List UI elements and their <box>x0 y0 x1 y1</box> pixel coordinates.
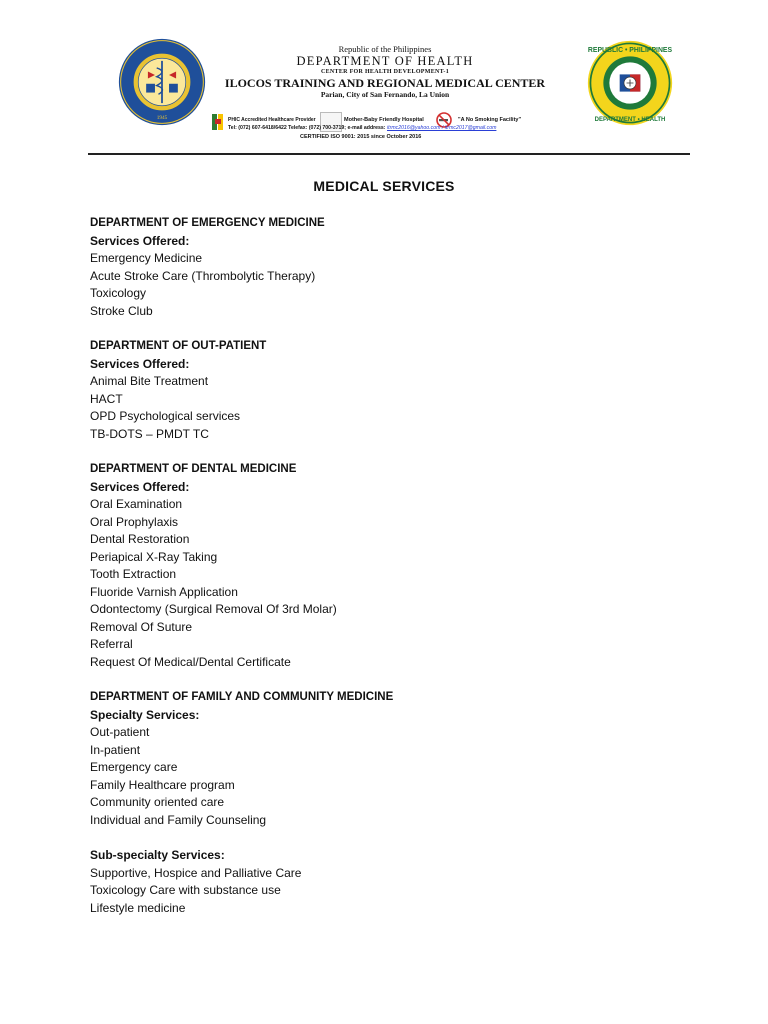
services-heading: Services Offered: <box>90 356 190 371</box>
certification-text: CERTIFIED ISO 9001: 2015 since October 2016 <box>300 134 422 140</box>
list-item: Acute Stroke Care (Thrombolytic Therapy) <box>90 268 316 283</box>
list-item: In-patient <box>90 742 141 757</box>
header-divider <box>88 153 690 155</box>
list-item: Supportive, Hospice and Palliative Care <box>90 865 302 880</box>
list-item: Animal Bite Treatment <box>90 374 209 388</box>
itrmc-seal-icon <box>118 38 206 126</box>
list-item: Lifestyle medicine <box>90 900 186 915</box>
contact-text: Tel: (072) 607-6418/6422 Telefax: (072) 700-3719; e-mail address: <box>228 125 386 131</box>
service-section <box>90 689 690 829</box>
list-item: Toxicology <box>90 286 147 300</box>
service-section <box>90 338 690 443</box>
philhealth-logo-icon <box>210 113 226 131</box>
letterhead-header <box>0 0 768 160</box>
list-item: Oral Examination <box>90 497 183 511</box>
services-heading: Services Offered: <box>90 479 190 494</box>
list-item: Stroke Club <box>90 303 153 318</box>
department-title: DEPARTMENT OF EMERGENCY MEDICINE <box>90 217 325 229</box>
list-item: Dental Restoration <box>90 532 190 546</box>
list-item: Oral Prophylaxis <box>90 514 179 529</box>
list-item: HACT <box>90 391 123 406</box>
list-item: Odontectomy (Surgical Removal Of 3rd Molar) <box>90 602 337 616</box>
services-list <box>90 496 690 671</box>
list-item: Request Of Medical/Dental Certificate <box>90 654 291 669</box>
list-item: Periapical X-Ray Taking <box>90 549 218 564</box>
list-item: OPD Psychological services <box>90 409 241 423</box>
list-item: Toxicology Care with substance use <box>90 883 281 897</box>
services-list <box>90 865 690 918</box>
services-heading: Services Offered: <box>90 233 190 248</box>
services-heading: Sub-specialty Services: <box>90 848 225 862</box>
service-section <box>90 215 690 320</box>
services-list <box>90 250 690 320</box>
center-name: ILOCOS TRAINING AND REGIONAL MEDICAL CENTER <box>224 76 546 90</box>
page-title: MEDICAL SERVICES <box>313 178 455 194</box>
republic-label: Republic of the Philippines <box>338 44 432 54</box>
list-item: Emergency care <box>90 760 178 774</box>
seal-year: 1945 <box>156 114 168 121</box>
department-title: DEPARTMENT OF DENTAL MEDICINE <box>90 463 297 475</box>
address-label: Parian, City of San Fernando, La Union <box>320 90 450 99</box>
list-item: Removal Of Suture <box>90 619 193 634</box>
services-heading: Specialty Services: <box>90 707 200 722</box>
department-label: DEPARTMENT OF HEALTH <box>296 54 474 68</box>
services-list <box>90 724 690 829</box>
list-item: Referral <box>90 637 133 651</box>
doh-seal-icon <box>587 40 673 126</box>
department-title: DEPARTMENT OF OUT-PATIENT <box>90 340 267 352</box>
services-list <box>90 373 690 443</box>
service-section <box>90 847 690 917</box>
no-smoking-text: "A No Smoking Facility" <box>458 117 522 123</box>
department-title: DEPARTMENT OF FAMILY AND COMMUNITY MEDICINE <box>90 691 394 703</box>
list-item: Emergency Medicine <box>90 251 203 265</box>
seal-bottom-text: DEPARTMENT • HEALTH <box>594 116 666 123</box>
list-item: Tooth Extraction <box>90 567 177 581</box>
list-item: TB-DOTS – PMDT TC <box>90 426 209 441</box>
chd-label: CENTER FOR HEALTH DEVELOPMENT-1 <box>320 69 450 75</box>
email-link[interactable]: itrmc2016@yahoo.com / itrmc2017@gmail.com <box>387 125 497 131</box>
service-section <box>90 461 690 671</box>
services-content <box>90 215 690 935</box>
list-item: Family Healthcare program <box>90 777 235 792</box>
seal-top-text: REPUBLIC • PHILIPPINES <box>587 47 673 55</box>
list-item: Fluoride Varnish Application <box>90 584 238 599</box>
list-item: Out-patient <box>90 725 150 739</box>
list-item: Individual and Family Counseling <box>90 812 267 827</box>
list-item: Community oriented care <box>90 795 225 809</box>
philhealth-text: PHIC Accredited Healthcare Provider <box>228 117 316 123</box>
contact-line <box>228 125 548 131</box>
mother-baby-text: Mother-Baby Friendly Hospital <box>344 117 424 123</box>
letterhead-text <box>205 44 565 100</box>
